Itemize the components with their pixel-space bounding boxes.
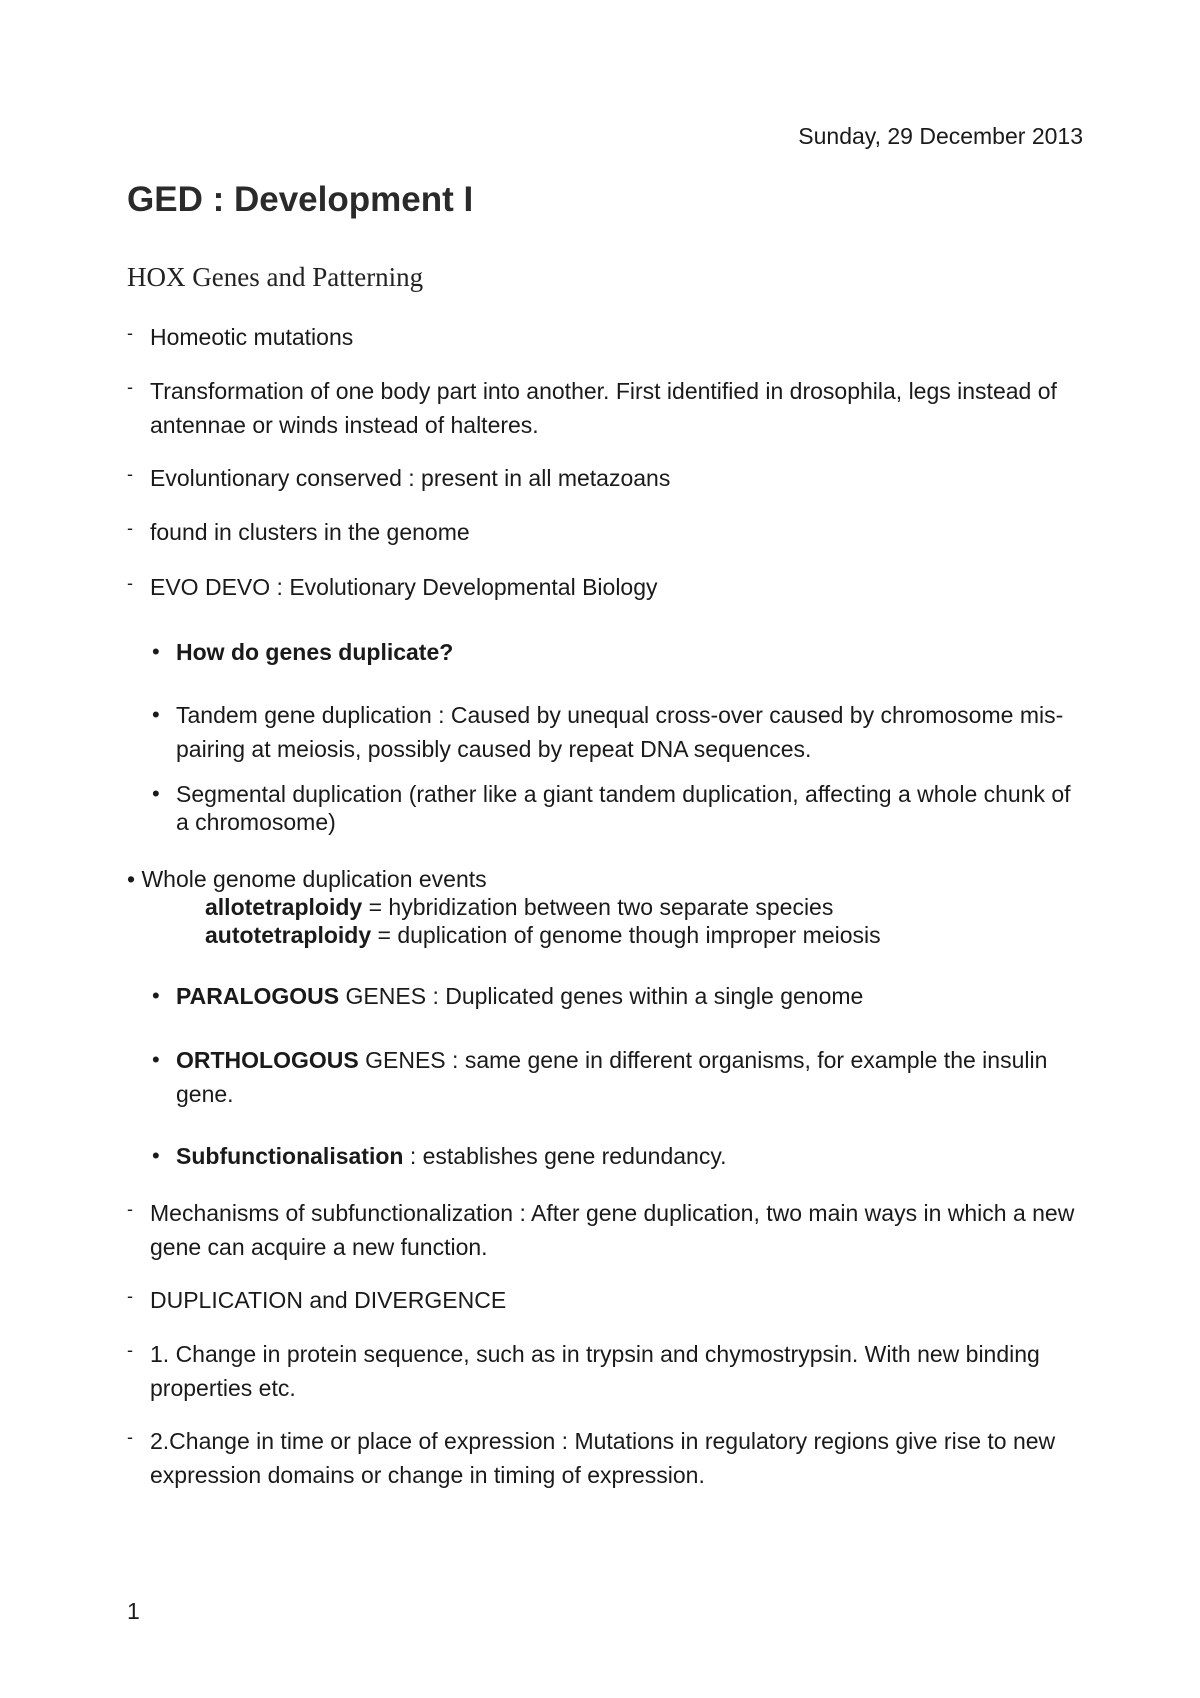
dash-marker: - xyxy=(127,1286,133,1306)
bullet-marker: • xyxy=(152,983,160,1008)
wgd-allo-definition: = hybridization between two separate species xyxy=(362,894,834,920)
bullet-marker: • xyxy=(152,1143,160,1168)
dash-item-mechanisms xyxy=(127,1196,1087,1264)
page-number: 1 xyxy=(127,1598,140,1624)
dash-item-text: DUPLICATION and DIVERGENCE xyxy=(150,1287,507,1313)
dash-marker: - xyxy=(127,1340,133,1360)
dash-item-text: Mechanisms of subfunctionalization : After gene duplication, two main ways in which a new gene can acquire a new function. xyxy=(150,1200,1075,1260)
dash-item-transformation xyxy=(127,374,1087,442)
dash-marker: - xyxy=(127,1427,133,1447)
section-heading: HOX Genes and Patterning xyxy=(127,262,424,292)
bullet-item-bold: Subfunctionalisation xyxy=(176,1143,404,1169)
bullet-item-text: How do genes duplicate? xyxy=(176,639,454,665)
dash-item-text: Homeotic mutations xyxy=(150,324,354,350)
bullet-item-bold: ORTHOLOGOUS xyxy=(176,1047,359,1073)
bullet-marker: • xyxy=(152,1047,160,1072)
bullet-item-subfunctionalisation xyxy=(152,1139,1087,1173)
dash-item-text: 1. Change in protein sequence, such as in trypsin and chymostrypsin. With new binding properties etc. xyxy=(150,1341,1040,1401)
bullet-item-text: Segmental duplication (rather like a giant tandem duplication, affecting a whole chunk of a chromosome) xyxy=(176,781,1071,835)
bullet-item-tandem xyxy=(152,698,1087,766)
dash-marker: - xyxy=(127,377,133,397)
wgd-allo-term: allotetraploidy xyxy=(205,894,363,920)
dash-item-text: EVO DEVO : Evolutionary Developmental Biology xyxy=(150,574,658,600)
dash-marker: - xyxy=(127,1199,133,1219)
bullet-marker: • xyxy=(152,781,160,806)
bullet-item-segmental xyxy=(152,780,1087,836)
wgd-allotetraploidy xyxy=(205,893,833,921)
dash-marker: - xyxy=(127,518,133,538)
bullet-item-text: : establishes gene redundancy. xyxy=(403,1143,727,1169)
page-title: GED : Development I xyxy=(127,180,474,219)
bullet-item-paralogous xyxy=(152,979,1087,1013)
dash-item-text: 2.Change in time or place of expression : Mutations in regulatory regions give rise to new expression domains or change in timing of expression. xyxy=(150,1428,1056,1488)
bullet-marker: • xyxy=(152,702,160,727)
wgd-auto-term: autotetraploidy xyxy=(205,922,372,948)
dash-item-evo-devo xyxy=(127,570,1087,604)
bullet-item-bold: PARALOGOUS xyxy=(176,983,340,1009)
wgd-autotetraploidy xyxy=(205,921,881,949)
bullet-item-text: GENES : same gene in different organisms, for example the insulin gene. xyxy=(176,1047,1048,1107)
wgd-heading: • Whole genome duplication events xyxy=(127,866,487,892)
dash-item-clusters xyxy=(127,515,1087,549)
bullet-item-text: GENES : Duplicated genes within a single genome xyxy=(339,983,864,1009)
dash-item-homeotic xyxy=(127,320,1087,354)
dash-item-expression xyxy=(127,1424,1087,1492)
bullet-item-orthologous xyxy=(152,1043,1087,1111)
bullet-item-text: Tandem gene duplication : Caused by unequal cross-over caused by chromosome mis-pairing at meiosis, possibly caused by repeat DNA sequences. xyxy=(176,702,1064,762)
document-date: Sunday, 29 December 2013 xyxy=(798,123,1083,149)
bullet-item-question xyxy=(152,635,1087,669)
dash-item-protein-sequence xyxy=(127,1337,1087,1405)
dash-marker: - xyxy=(127,573,133,593)
dash-item-text: Transformation of one body part into another. First identified in drosophila, legs instead of antennae or winds instead of halteres. xyxy=(150,378,1057,438)
bullet-marker: • xyxy=(152,639,160,664)
dash-item-conserved xyxy=(127,461,1087,495)
dash-marker: - xyxy=(127,464,133,484)
dash-item-duplication-divergence xyxy=(127,1283,1087,1317)
dash-item-text: found in clusters in the genome xyxy=(150,519,470,545)
dash-marker: - xyxy=(127,323,133,343)
dash-item-text: Evoluntionary conserved : present in all metazoans xyxy=(150,465,671,491)
wgd-auto-definition: = duplication of genome though improper meiosis xyxy=(371,922,881,948)
